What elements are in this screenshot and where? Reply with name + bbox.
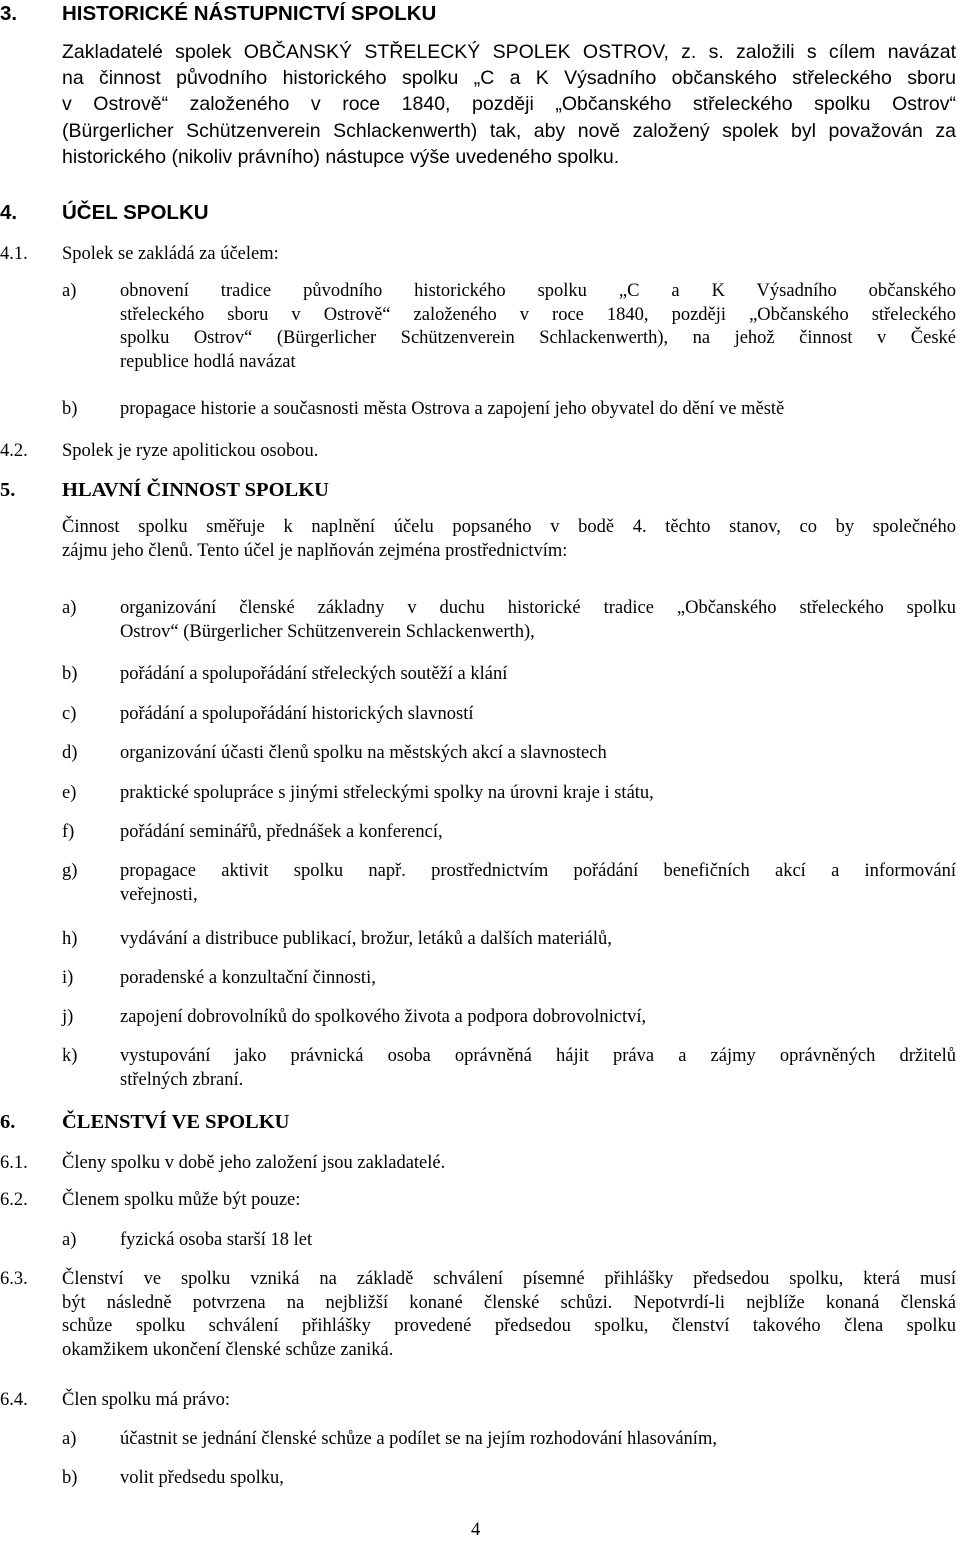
text-line: Členství ve spolku vzniká na základě schválení písemné přihlášky předsedou spolku, která musí <box>62 1269 956 1289</box>
paragraph-6-3-number: 6.3. <box>0 1269 28 1289</box>
text-line: být následně potvrzena na nejbližší konané členské schůzi. Nepotvrdí-li nejblíže konaná členská <box>62 1292 956 1313</box>
paragraph-4-2-number: 4.2. <box>0 441 28 461</box>
list-label: g) <box>62 861 78 881</box>
text-line: republice hodlá navázat <box>120 351 296 372</box>
section-5-number: 5. <box>0 479 16 501</box>
section-5-title: HLAVNÍ ČINNOST SPOLKU <box>62 479 329 501</box>
section-6-title: ČLENSTVÍ VE SPOLKU <box>62 1111 290 1133</box>
purpose-item-b <box>120 398 956 422</box>
section-4-title: ÚČEL SPOLKU <box>62 201 209 224</box>
paragraph-6-2-text: Členem spolku může být pouze: <box>62 1190 301 1210</box>
text-line: schůze spolku schválení přihlášky provedené předsedou spolku, členství takového člena spolku <box>62 1316 956 1337</box>
text-line: historického (nikoliv právního) nástupce výše uvedeného spolku. <box>62 145 620 168</box>
activity-item-a <box>120 597 956 644</box>
list-label: d) <box>62 743 78 763</box>
list-label: f) <box>62 822 75 842</box>
text-line: veřejnosti, <box>120 884 198 905</box>
activity-item-k <box>120 1045 956 1092</box>
section-3-number: 3. <box>0 2 18 25</box>
text-line: obnovení tradice původního historického spolku „C a K Výsadního občanského <box>120 281 956 301</box>
section-5-intro <box>62 516 956 563</box>
text-line: zájmu jeho členů. Tento účel je naplňován zejména prostřednictvím: <box>62 540 568 561</box>
text-line: střeleckého sboru v Ostrově“ založeného v roce 1840, později „Občanského střeleckého <box>120 304 956 325</box>
text-line: organizování členské základny v duchu historické tradice „Občanského střeleckého spolku <box>120 598 956 618</box>
list-label: b) <box>62 399 78 419</box>
list-label: b) <box>62 664 78 684</box>
activity-item-i: poradenské a konzultační činnosti, <box>120 968 376 988</box>
paragraph-6-3-text <box>62 1268 956 1362</box>
activity-item-f: pořádání seminářů, přednášek a konferencí, <box>120 822 443 842</box>
section-6-number: 6. <box>0 1111 16 1133</box>
paragraph-4-1-text: Spolek se zakládá za účelem: <box>62 244 279 264</box>
paragraph-6-1-text: Členy spolku v době jeho založení jsou zakladatelé. <box>62 1153 446 1173</box>
list-label: k) <box>62 1046 78 1066</box>
list-label: a) <box>62 598 77 618</box>
text-line: střelných zbraní. <box>120 1069 244 1090</box>
text-line: v Ostrově“ založeného v roce 1840, později „Občanského střeleckého spolku Ostrov“ <box>62 93 956 116</box>
list-label: a) <box>62 1429 77 1449</box>
text-line: vystupování jako právnická osoba oprávněná hájit práva a zájmy oprávněných držitelů <box>120 1046 956 1066</box>
list-label: a) <box>62 1230 77 1250</box>
list-label: a) <box>62 281 77 301</box>
list-label: c) <box>62 704 77 724</box>
activity-item-c: pořádání a spolupořádání historických slavností <box>120 704 474 724</box>
activity-item-d: organizování účasti členů spolku na městských akcí a slavnostech <box>120 743 607 763</box>
list-label: j) <box>62 1007 74 1027</box>
text-line: okamžikem ukončení členské schůze zaniká. <box>62 1339 394 1360</box>
activity-item-j: zapojení dobrovolníků do spolkového života a podpora dobrovolnictví, <box>120 1007 647 1027</box>
list-label: i) <box>62 968 74 988</box>
paragraph-6-4-text: Člen spolku má právo: <box>62 1390 231 1410</box>
text-line: Činnost spolku směřuje k naplnění účelu popsaného v bodě 4. těchto stanov, co by společného <box>62 517 956 537</box>
paragraph-6-2-number: 6.2. <box>0 1190 28 1210</box>
text-line: Zakladatelé spolek OBČANSKÝ STŘELECKÝ SPOLEK OSTROV, z. s. založili s cílem navázat <box>62 41 956 63</box>
text-line: Ostrov“ (Bürgerlicher Schützenverein Schlackenwerth), <box>120 621 535 642</box>
section-3-paragraph <box>62 39 956 170</box>
member-right-a: účastnit se jednání členské schůze a podílet se na jejím rozhodování hlasováním, <box>120 1429 717 1449</box>
text-line: spolku Ostrov“ (Bürgerlicher Schützenverein Schlackenwerth), na jehož činnost v České <box>120 328 956 349</box>
page-number: 4 <box>471 1520 481 1540</box>
section-3-title: HISTORICKÉ NÁSTUPNICTVÍ SPOLKU <box>62 2 437 25</box>
activity-item-b: pořádání a spolupořádání střeleckých soutěží a klání <box>120 664 508 684</box>
paragraph-6-4-number: 6.4. <box>0 1390 28 1410</box>
text-line: propagace historie a současnosti města Ostrova a zapojení jeho obyvatel do dění ve městě <box>120 399 785 419</box>
paragraph-4-2-text: Spolek je ryze apolitickou osobou. <box>62 441 319 461</box>
list-label: h) <box>62 929 78 949</box>
member-right-b: volit předsedu spolku, <box>120 1468 284 1488</box>
activity-item-h: vydávání a distribuce publikací, brožur, letáků a dalších materiálů, <box>120 929 612 949</box>
membership-condition-a: fyzická osoba starší 18 let <box>120 1230 313 1250</box>
activity-item-g <box>120 860 956 907</box>
paragraph-6-1-number: 6.1. <box>0 1153 28 1173</box>
paragraph-4-1-number: 4.1. <box>0 244 28 264</box>
list-label: b) <box>62 1468 78 1488</box>
section-4-number: 4. <box>0 201 18 224</box>
purpose-item-a <box>120 280 956 374</box>
text-line: propagace aktivit spolku např. prostřednictvím pořádání benefičních akcí a informování <box>120 861 956 881</box>
text-line: (Bürgerlicher Schützenverein Schlackenwerth) tak, aby nově založený spolek byl považován za <box>62 119 956 142</box>
text-line: na činnost původního historického spolku „C a K Výsadního občanského střeleckého sboru <box>62 67 956 90</box>
activity-item-e: praktické spolupráce s jinými střeleckými spolky na úrovni kraje i státu, <box>120 783 654 803</box>
list-label: e) <box>62 783 77 803</box>
